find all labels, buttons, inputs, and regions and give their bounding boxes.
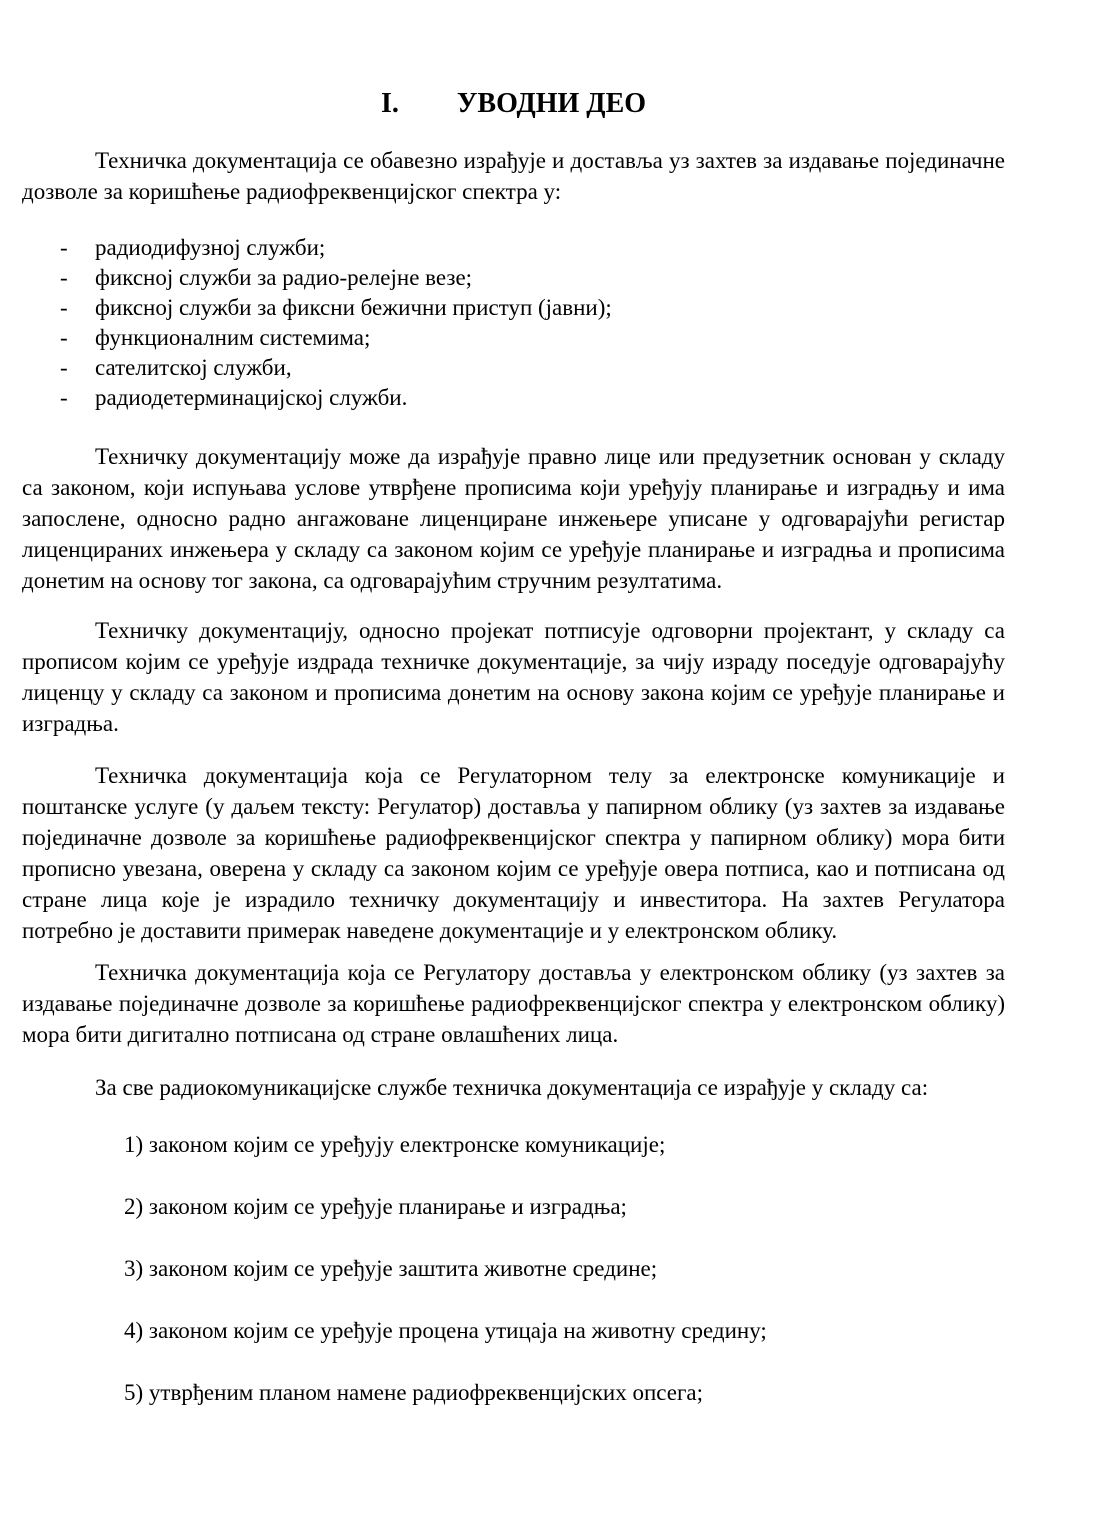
list-item-text: сателитској служби, <box>95 355 292 380</box>
list-item <box>60 293 1005 323</box>
numbered-item: 1) законом којим се уређују електронске комуникације; <box>124 1132 666 1157</box>
list-item <box>60 323 1005 353</box>
dash-marker: - <box>60 235 68 260</box>
dash-marker: - <box>60 325 68 350</box>
service-list <box>60 233 1005 413</box>
paragraph-services-lead-in: За све радиокомуникацијске службе техничка документација се израђује у складу са: <box>95 1075 929 1100</box>
title-numeral: I. <box>380 88 399 119</box>
paragraph-responsible-designer: Техничку документацију, односно пројекат потписује одговорни пројектант, у складу са прописом којим се уређује издрада техничке документације, за чију израду поседује одговарајућу лиценцу у складу са законом и прописима донетим на основу закона којим се уређује планирање и изградња. <box>22 618 1005 736</box>
dash-marker: - <box>60 355 68 380</box>
dash-marker: - <box>60 385 68 410</box>
title-text: УВОДНИ ДЕО <box>456 88 647 119</box>
list-item <box>60 383 1005 413</box>
paragraph-licensed-engineers: Техничку документацију може да израђује правно лице или предузетник основан у складу са законом, који испуњава услове утврђене прописима који уређују планирање и изградњу и има запослене, односно радно ангажоване лиценциране инжењере уписане у одговарајући регистар лиценцираних инжењера у складу са законом којим се уређује планирање и изградња и прописима донетим на основу тог закона, са одговарајућим стручним резултатима. <box>22 444 1005 593</box>
numbered-item: 2) законом којим се уређује планирање и изградња; <box>124 1194 627 1219</box>
laws-numbered-list <box>22 1129 1005 1408</box>
dash-marker: - <box>60 295 68 320</box>
list-item-text: фиксној служби за радио-релејне везе; <box>95 265 473 290</box>
list-item-text: радиодетерминацијској служби. <box>95 385 408 410</box>
paragraph-intro: Техничка документација се обавезно израђује и доставља уз захтев за издавање појединачне дозволе за коришћење радиофреквенцијског спектра у: <box>22 148 1005 204</box>
list-item <box>60 263 1005 293</box>
dash-marker: - <box>60 265 68 290</box>
paragraph-electronic-form: Техничка документација која се Регулатору доставља у електронском облику (уз захтев за издавање појединачне дозволе за коришћење радиофреквенцијског спектра у електронском облику) мора бити дигитално потписана од стране овлашћених лица. <box>22 960 1005 1047</box>
list-item <box>60 353 1005 383</box>
numbered-item: 5) утврђеним планом намене радиофреквенцијских опсега; <box>124 1380 704 1405</box>
paragraph-paper-form: Техничка документација која се Регулаторном телу за електронске комуникације и поштанске услуге (у даљем тексту: Регулатор) доставља у папирном облику (уз захтев за издавање појединачне дозволе за коришћење радиофреквенцијског спектра у папирном облику) мора бити прописно увезана, оверена у складу са законом којим се уређује овера потписа, као и потписана од стране лица које је израдило техничку документацију и инвеститора. На захтев Регулатора потребно је доставити примерак наведене документације и у електронском облику. <box>22 763 1005 943</box>
numbered-item: 4) законом којим се уређује процена утицаја на животну средину; <box>124 1318 767 1343</box>
list-item-text: радиодифузној служби; <box>95 235 326 260</box>
list-item <box>60 233 1005 263</box>
page-title <box>22 88 1005 119</box>
numbered-item: 3) законом којим се уређује заштита животне средине; <box>124 1256 658 1281</box>
list-item-text: фиксној служби за фиксни бежични приступ (јавни); <box>95 295 612 320</box>
list-item-text: функционалним системима; <box>95 325 371 350</box>
